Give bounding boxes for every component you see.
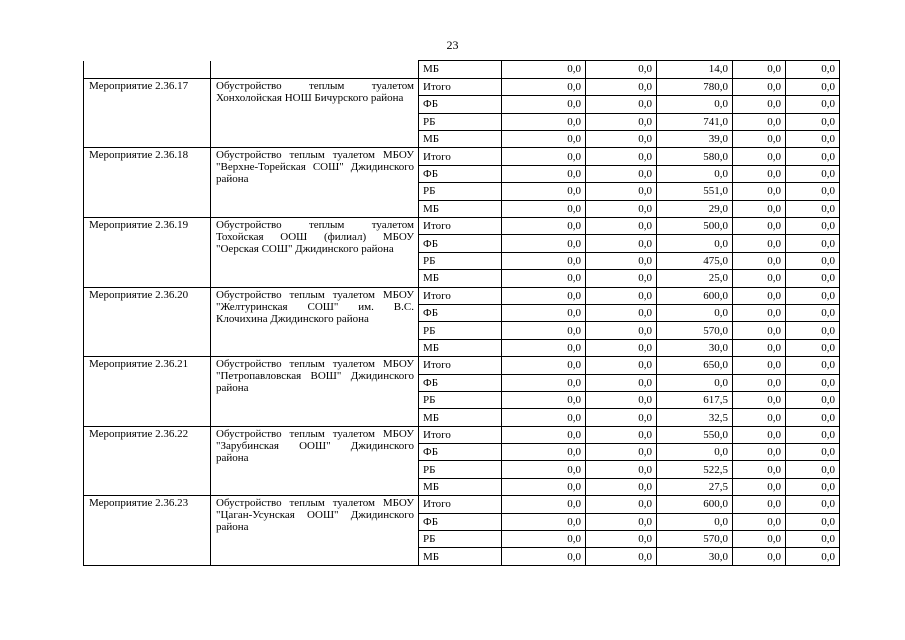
amount-cell: 0,0 <box>657 444 733 461</box>
amount-cell: 0,0 <box>502 183 586 200</box>
funding-source-cell: Итого <box>419 78 502 95</box>
amount-cell: 0,0 <box>786 357 840 374</box>
amount-cell: 0,0 <box>586 148 657 165</box>
amount-cell: 0,0 <box>733 165 786 182</box>
amount-cell: 0,0 <box>786 270 840 287</box>
measure-description-cell: Обустройство теплым туалетом Хонхолойская НОШ Бичурского района <box>211 78 419 148</box>
amount-cell: 0,0 <box>586 287 657 304</box>
measure-description-cell: Обустройство теплым туалетом МБОУ "Петропавловская ВОШ" Джидинского района <box>211 357 419 427</box>
amount-cell: 0,0 <box>502 426 586 443</box>
amount-cell: 0,0 <box>502 478 586 495</box>
amount-cell: 0,0 <box>502 270 586 287</box>
amount-cell: 0,0 <box>586 444 657 461</box>
funding-source-cell: МБ <box>419 61 502 79</box>
amount-cell: 0,0 <box>733 148 786 165</box>
amount-cell: 0,0 <box>502 96 586 113</box>
amount-cell: 0,0 <box>733 200 786 217</box>
amount-cell: 0,0 <box>502 357 586 374</box>
funding-source-cell: РБ <box>419 252 502 269</box>
amount-cell: 0,0 <box>733 496 786 513</box>
funding-source-cell: МБ <box>419 478 502 495</box>
amount-cell: 0,0 <box>502 165 586 182</box>
amount-cell: 25,0 <box>657 270 733 287</box>
amount-cell: 0,0 <box>586 183 657 200</box>
funding-table <box>83 60 840 566</box>
amount-cell: 0,0 <box>786 218 840 235</box>
funding-source-cell: ФБ <box>419 374 502 391</box>
measure-description-cell: Обустройство теплым туалетом МБОУ "Желтуринская СОШ" им. В.С. Клочихина Джидинского района <box>211 287 419 357</box>
amount-cell: 650,0 <box>657 357 733 374</box>
amount-cell: 0,0 <box>786 461 840 478</box>
amount-cell: 0,0 <box>733 444 786 461</box>
amount-cell: 0,0 <box>733 357 786 374</box>
amount-cell: 0,0 <box>733 531 786 548</box>
amount-cell: 0,0 <box>786 61 840 79</box>
measure-id-cell: Мероприятие 2.36.20 <box>84 287 211 357</box>
amount-cell: 0,0 <box>657 165 733 182</box>
amount-cell: 617,5 <box>657 391 733 408</box>
amount-cell: 0,0 <box>586 113 657 130</box>
amount-cell: 0,0 <box>586 357 657 374</box>
amount-cell: 580,0 <box>657 148 733 165</box>
continuation-row <box>84 61 840 79</box>
amount-cell: 0,0 <box>657 374 733 391</box>
amount-cell: 0,0 <box>586 218 657 235</box>
amount-cell: 32,5 <box>657 409 733 426</box>
amount-cell: 551,0 <box>657 183 733 200</box>
amount-cell: 0,0 <box>733 252 786 269</box>
amount-cell: 0,0 <box>786 96 840 113</box>
amount-cell: 0,0 <box>733 235 786 252</box>
amount-cell: 0,0 <box>586 78 657 95</box>
funding-source-cell: ФБ <box>419 444 502 461</box>
amount-cell: 0,0 <box>733 322 786 339</box>
amount-cell: 0,0 <box>502 304 586 321</box>
amount-cell: 0,0 <box>502 461 586 478</box>
measure-description-cell: Обустройство теплым туалетом МБОУ "Зарубинская ООШ" Джидинского района <box>211 426 419 496</box>
table-row <box>84 78 840 95</box>
amount-cell: 500,0 <box>657 218 733 235</box>
page-number: 23 <box>446 38 459 52</box>
amount-cell: 0,0 <box>502 218 586 235</box>
funding-source-cell: РБ <box>419 531 502 548</box>
amount-cell: 0,0 <box>586 235 657 252</box>
amount-cell: 0,0 <box>586 322 657 339</box>
amount-cell: 550,0 <box>657 426 733 443</box>
amount-cell: 0,0 <box>586 513 657 530</box>
amount-cell: 0,0 <box>733 96 786 113</box>
funding-source-cell: ФБ <box>419 165 502 182</box>
amount-cell: 39,0 <box>657 131 733 148</box>
funding-source-cell: МБ <box>419 548 502 565</box>
amount-cell: 14,0 <box>657 61 733 79</box>
amount-cell: 0,0 <box>786 444 840 461</box>
amount-cell: 0,0 <box>586 131 657 148</box>
measure-id-cell <box>84 61 211 79</box>
amount-cell: 0,0 <box>502 513 586 530</box>
amount-cell: 0,0 <box>502 391 586 408</box>
amount-cell: 0,0 <box>502 548 586 565</box>
amount-cell: 0,0 <box>786 252 840 269</box>
amount-cell: 0,0 <box>586 165 657 182</box>
funding-source-cell: МБ <box>419 339 502 356</box>
funding-source-cell: РБ <box>419 391 502 408</box>
amount-cell: 0,0 <box>586 200 657 217</box>
amount-cell: 0,0 <box>586 304 657 321</box>
amount-cell: 0,0 <box>586 426 657 443</box>
amount-cell: 0,0 <box>586 339 657 356</box>
amount-cell: 0,0 <box>733 131 786 148</box>
amount-cell: 741,0 <box>657 113 733 130</box>
amount-cell: 0,0 <box>733 391 786 408</box>
amount-cell: 0,0 <box>786 339 840 356</box>
table-body <box>84 61 840 566</box>
funding-source-cell: Итого <box>419 148 502 165</box>
amount-cell: 0,0 <box>502 339 586 356</box>
amount-cell: 0,0 <box>733 548 786 565</box>
amount-cell: 0,0 <box>502 444 586 461</box>
amount-cell: 570,0 <box>657 531 733 548</box>
amount-cell: 0,0 <box>786 496 840 513</box>
amount-cell: 27,5 <box>657 478 733 495</box>
amount-cell: 0,0 <box>786 131 840 148</box>
amount-cell: 0,0 <box>786 113 840 130</box>
amount-cell: 30,0 <box>657 548 733 565</box>
amount-cell: 0,0 <box>733 287 786 304</box>
funding-source-cell: МБ <box>419 270 502 287</box>
funding-source-cell: РБ <box>419 113 502 130</box>
amount-cell: 0,0 <box>586 496 657 513</box>
table-row <box>84 357 840 374</box>
funding-source-cell: РБ <box>419 322 502 339</box>
amount-cell: 0,0 <box>502 113 586 130</box>
measure-id-cell: Мероприятие 2.36.19 <box>84 218 211 288</box>
amount-cell: 30,0 <box>657 339 733 356</box>
amount-cell: 0,0 <box>502 61 586 79</box>
funding-source-cell: МБ <box>419 131 502 148</box>
amount-cell: 0,0 <box>586 61 657 79</box>
amount-cell: 0,0 <box>786 548 840 565</box>
amount-cell: 0,0 <box>586 391 657 408</box>
amount-cell: 0,0 <box>502 78 586 95</box>
amount-cell: 0,0 <box>786 78 840 95</box>
amount-cell: 0,0 <box>586 478 657 495</box>
amount-cell: 29,0 <box>657 200 733 217</box>
amount-cell: 0,0 <box>786 409 840 426</box>
measure-id-cell: Мероприятие 2.36.23 <box>84 496 211 566</box>
funding-source-cell: Итого <box>419 496 502 513</box>
amount-cell: 0,0 <box>502 287 586 304</box>
measure-description-cell: Обустройство теплым туалетом Тохойская ООШ (филиал) МБОУ "Оерская СОШ" Джидинского района <box>211 218 419 288</box>
amount-cell: 0,0 <box>733 478 786 495</box>
amount-cell: 0,0 <box>586 270 657 287</box>
amount-cell: 0,0 <box>502 322 586 339</box>
amount-cell: 0,0 <box>733 461 786 478</box>
amount-cell: 0,0 <box>786 200 840 217</box>
table-row <box>84 426 840 443</box>
amount-cell: 0,0 <box>786 478 840 495</box>
amount-cell: 600,0 <box>657 496 733 513</box>
table-row <box>84 287 840 304</box>
funding-source-cell: МБ <box>419 200 502 217</box>
funding-source-cell: ФБ <box>419 235 502 252</box>
funding-source-cell: Итого <box>419 287 502 304</box>
amount-cell: 0,0 <box>657 513 733 530</box>
amount-cell: 0,0 <box>502 131 586 148</box>
funding-source-cell: Итого <box>419 357 502 374</box>
funding-source-cell: ФБ <box>419 96 502 113</box>
funding-source-cell: Итого <box>419 218 502 235</box>
amount-cell: 0,0 <box>786 322 840 339</box>
amount-cell: 600,0 <box>657 287 733 304</box>
amount-cell: 0,0 <box>657 304 733 321</box>
amount-cell: 0,0 <box>733 113 786 130</box>
funding-source-cell: МБ <box>419 409 502 426</box>
amount-cell: 0,0 <box>502 235 586 252</box>
amount-cell: 0,0 <box>586 374 657 391</box>
funding-source-cell: РБ <box>419 183 502 200</box>
amount-cell: 0,0 <box>586 461 657 478</box>
amount-cell: 0,0 <box>586 548 657 565</box>
amount-cell: 0,0 <box>586 531 657 548</box>
amount-cell: 0,0 <box>586 96 657 113</box>
amount-cell: 0,0 <box>502 409 586 426</box>
funding-source-cell: ФБ <box>419 513 502 530</box>
measure-description-cell: Обустройство теплым туалетом МБОУ "Верхне-Торейская СОШ" Джидинского района <box>211 148 419 218</box>
measure-description-cell: Обустройство теплым туалетом МБОУ "Цаган-Усунская ООШ" Джидинского района <box>211 496 419 566</box>
amount-cell: 780,0 <box>657 78 733 95</box>
amount-cell: 0,0 <box>786 374 840 391</box>
measure-id-cell: Мероприятие 2.36.21 <box>84 357 211 427</box>
amount-cell: 0,0 <box>502 148 586 165</box>
amount-cell: 522,5 <box>657 461 733 478</box>
amount-cell: 0,0 <box>786 183 840 200</box>
amount-cell: 0,0 <box>786 235 840 252</box>
measure-id-cell: Мероприятие 2.36.17 <box>84 78 211 148</box>
amount-cell: 0,0 <box>502 252 586 269</box>
measure-description-cell <box>211 61 419 79</box>
amount-cell: 0,0 <box>586 252 657 269</box>
amount-cell: 0,0 <box>733 339 786 356</box>
table-row <box>84 148 840 165</box>
amount-cell: 0,0 <box>733 409 786 426</box>
amount-cell: 0,0 <box>733 270 786 287</box>
table-row <box>84 496 840 513</box>
funding-source-cell: РБ <box>419 461 502 478</box>
amount-cell: 0,0 <box>657 235 733 252</box>
amount-cell: 570,0 <box>657 322 733 339</box>
amount-cell: 0,0 <box>733 61 786 79</box>
funding-source-cell: ФБ <box>419 304 502 321</box>
measure-id-cell: Мероприятие 2.36.22 <box>84 426 211 496</box>
amount-cell: 0,0 <box>733 304 786 321</box>
amount-cell: 0,0 <box>733 78 786 95</box>
amount-cell: 0,0 <box>733 183 786 200</box>
amount-cell: 0,0 <box>733 218 786 235</box>
amount-cell: 0,0 <box>786 148 840 165</box>
amount-cell: 0,0 <box>733 513 786 530</box>
amount-cell: 0,0 <box>733 426 786 443</box>
amount-cell: 0,0 <box>786 426 840 443</box>
amount-cell: 0,0 <box>786 287 840 304</box>
amount-cell: 0,0 <box>786 165 840 182</box>
amount-cell: 0,0 <box>502 200 586 217</box>
amount-cell: 0,0 <box>786 513 840 530</box>
amount-cell: 0,0 <box>733 374 786 391</box>
amount-cell: 0,0 <box>502 496 586 513</box>
funding-source-cell: Итого <box>419 426 502 443</box>
amount-cell: 0,0 <box>502 531 586 548</box>
amount-cell: 0,0 <box>586 409 657 426</box>
table-row <box>84 218 840 235</box>
amount-cell: 0,0 <box>786 531 840 548</box>
amount-cell: 0,0 <box>502 374 586 391</box>
measure-id-cell: Мероприятие 2.36.18 <box>84 148 211 218</box>
amount-cell: 0,0 <box>786 304 840 321</box>
amount-cell: 0,0 <box>657 96 733 113</box>
amount-cell: 0,0 <box>786 391 840 408</box>
amount-cell: 475,0 <box>657 252 733 269</box>
